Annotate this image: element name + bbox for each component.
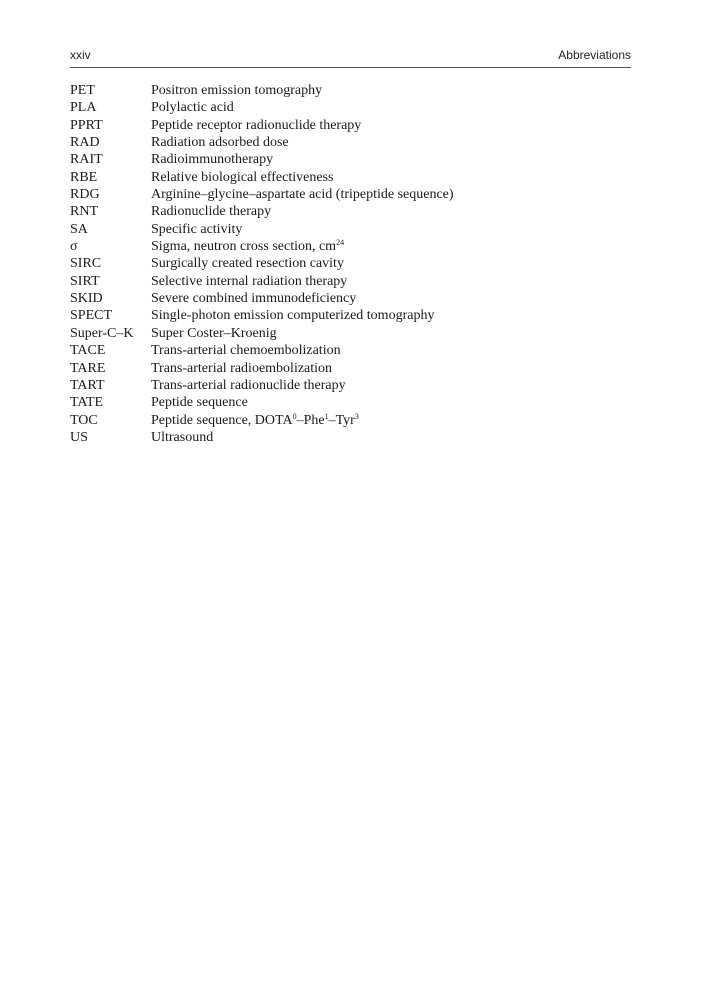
abbreviation-definition: Polylactic acid xyxy=(151,100,234,116)
abbreviation-term: PLA xyxy=(70,100,97,116)
abbreviation-row xyxy=(70,273,631,290)
abbreviation-definition: Trans-arterial chemoembolization xyxy=(151,343,341,359)
abbreviation-definition xyxy=(151,238,631,255)
abbreviation-row xyxy=(70,394,631,411)
abbreviation-definition: Positron emission tomography xyxy=(151,83,323,98)
abbreviation-term: TART xyxy=(70,377,105,393)
abbreviation-term: σ xyxy=(70,239,78,255)
abbreviation-term: RAD xyxy=(70,135,100,151)
abbreviation-term: PET xyxy=(70,83,95,98)
abbreviation-row xyxy=(70,99,631,116)
abbreviation-definition xyxy=(151,412,631,429)
abbreviation-term: Super-C–K xyxy=(70,325,134,341)
superscript: 0 xyxy=(292,411,297,421)
abbreviation-definition: Single-photon emission computerized tomography xyxy=(151,308,435,324)
abbreviation-definition: Super Coster–Kroenig xyxy=(151,325,277,341)
abbreviation-definition: Arginine–glycine–aspartate acid (tripeptide sequence) xyxy=(151,187,454,203)
abbreviation-term: PPRT xyxy=(70,117,103,133)
abbreviation-row xyxy=(70,429,631,446)
abbreviation-term: SIRC xyxy=(70,256,102,272)
abbreviation-row xyxy=(70,412,631,429)
abbreviation-row xyxy=(70,186,631,203)
section-title: Abbreviations xyxy=(558,48,631,62)
abbreviation-definition: Radioimmunotherapy xyxy=(151,152,274,168)
abbreviation-term: US xyxy=(70,429,88,445)
page-number: xxiv xyxy=(70,48,91,62)
abbreviation-row xyxy=(70,255,631,272)
abbreviation-definition: Ultrasound xyxy=(151,429,214,445)
abbreviation-term: SPECT xyxy=(70,308,113,324)
abbreviation-term: SA xyxy=(70,221,88,237)
abbreviation-term: TATE xyxy=(70,395,104,411)
abbreviation-term: RBE xyxy=(70,169,98,185)
abbreviation-row xyxy=(70,169,631,186)
abbreviation-term: RDG xyxy=(70,187,100,203)
abbreviation-row xyxy=(70,377,631,394)
header-rule xyxy=(70,67,631,68)
abbreviation-row xyxy=(70,307,631,324)
abbreviation-term: RAIT xyxy=(70,152,103,168)
abbreviation-row xyxy=(70,221,631,238)
abbreviation-definition: Selective internal radiation therapy xyxy=(151,273,348,289)
abbreviation-definition: Radionuclide therapy xyxy=(151,204,272,220)
abbreviation-definition: Specific activity xyxy=(151,221,243,237)
abbreviation-term: SIRT xyxy=(70,273,100,289)
abbreviation-definition: Surgically created resection cavity xyxy=(151,256,344,272)
abbreviation-row xyxy=(70,203,631,220)
abbreviation-term: TOC xyxy=(70,412,98,428)
abbreviation-row xyxy=(70,342,631,359)
abbreviation-list xyxy=(70,82,631,446)
abbreviation-definition: Severe combined immunodeficiency xyxy=(151,291,357,307)
abbreviation-definition: Trans-arterial radionuclide therapy xyxy=(151,377,346,393)
abbreviation-row xyxy=(70,117,631,134)
definition-text: –Phe xyxy=(296,412,325,428)
abbreviation-row xyxy=(70,134,631,151)
abbreviation-term: TACE xyxy=(70,343,106,359)
superscript: 1 xyxy=(324,411,329,421)
abbreviation-definition: Peptide receptor radionuclide therapy xyxy=(151,117,362,133)
abbreviation-definition: Radiation adsorbed dose xyxy=(151,135,289,151)
abbreviation-row xyxy=(70,238,631,255)
abbreviation-term: RNT xyxy=(70,204,98,220)
superscript: 24 xyxy=(336,238,345,248)
running-head xyxy=(70,48,631,68)
abbreviation-row xyxy=(70,360,631,377)
abbreviation-row xyxy=(70,151,631,168)
abbreviation-row xyxy=(70,82,631,99)
abbreviation-definition: Peptide sequence xyxy=(151,395,248,411)
definition-text: Peptide sequence, DOTA xyxy=(151,412,293,428)
abbreviation-row xyxy=(70,325,631,342)
superscript: 3 xyxy=(354,411,359,421)
abbreviation-definition: Trans-arterial radioembolization xyxy=(151,360,333,376)
abbreviation-term: SKID xyxy=(70,291,103,307)
definition-text: Sigma, neutron cross section, cm xyxy=(151,239,337,255)
abbreviation-term: TARE xyxy=(70,360,106,376)
definition-text: –Tyr xyxy=(328,412,355,428)
abbreviation-definition: Relative biological effectiveness xyxy=(151,169,334,185)
abbreviation-row xyxy=(70,290,631,307)
